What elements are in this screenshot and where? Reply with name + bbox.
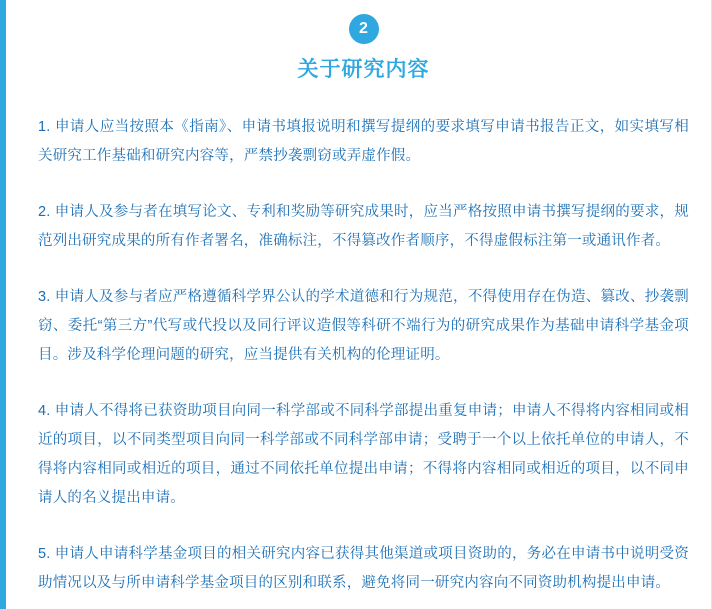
paragraph-item: 1. 申请人应当按照本《指南》、申请书填报说明和撰写提纲的要求填写申请书报告正文，如实填写相关研究工作基础和研究内容等，严禁抄袭剽窃或弄虚作假。 (38, 119, 689, 164)
section-number-badge: 2 (349, 14, 379, 44)
paragraph-item: 2. 申请人及参与者在填写论文、专利和奖励等研究成果时，应当严格按照申请书撰写提纲的要求，规范列出研究成果的所有作者署名，准确标注，不得篡改作者顺序，不得虚假标注第一或通讯作者。 (38, 204, 689, 249)
paragraph-item: 5. 申请人申请科学基金项目的相关研究内容已获得其他渠道或项目资助的，务必在申请书中说明受资助情况以及与所申请科学基金项目的区别和联系，避免将同一研究内容向不同资助机构提出申请。 (38, 546, 689, 591)
paragraph-list (38, 113, 689, 598)
page-title: 关于研究内容 (297, 58, 430, 81)
document-content (8, 0, 711, 609)
paragraph-item: 3. 申请人及参与者应严格遵循科学界公认的学术道德和行为规范，不得使用存在伪造、篡改、抄袭剽窃、委托“第三方”代写或代投以及同行评议造假等科研不端行为的研究成果作为基础申请科学基金项目。涉及科学伦理问题的研究，应当提供有关机构的伦理证明。 (38, 289, 689, 363)
paragraph-item: 4. 申请人不得将已获资助项目向同一科学部或不同科学部提出重复申请；申请人不得将内容相同或相近的项目，以不同类型项目向同一科学部或不同科学部申请；受聘于一个以上依托单位的申请人，不得将内容相同或相近的项目，通过不同依托单位提出申请；不得将内容相同或相近的项目，以不同申请人的名义提出申请。 (38, 403, 689, 506)
section-badge-wrap (38, 0, 689, 44)
